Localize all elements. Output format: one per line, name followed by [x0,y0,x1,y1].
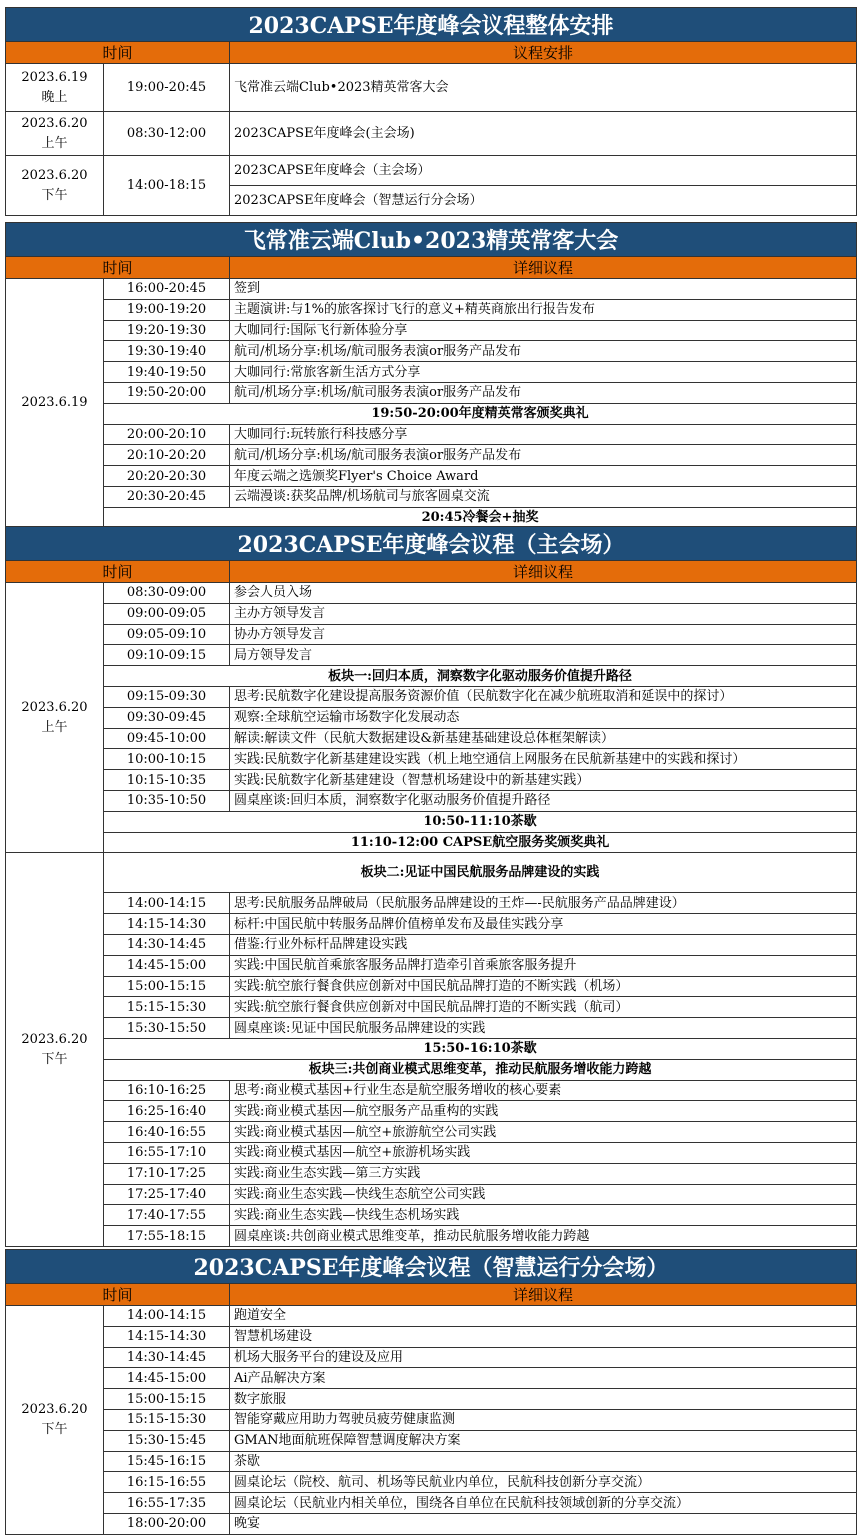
time-cell: 16:40-16:55 [104,1122,230,1143]
time-cell: 14:00-14:15 [104,1306,230,1327]
date-cell [6,279,104,529]
date-text: 2023.6.20 [21,115,88,131]
agenda-item-cell: 圆桌座谈:共创商业模式思维变革，推动民航服务增收能力跨越 [230,1226,857,1247]
agenda-item-cell: 借鉴:行业外标杆品牌建设实践 [230,934,857,955]
column-header-row [6,257,857,279]
agenda-item-cell: 局方领导发言 [230,645,857,666]
date-text: 2023.6.19 [21,395,88,411]
agenda-row [6,1368,857,1389]
agenda-item-cell: 大咖同行:常旅客新生活方式分享 [230,362,857,383]
time-cell: 20:00-20:10 [104,424,230,445]
agenda-row [6,707,857,728]
agenda-item-cell: 机场大服务平台的建设及应用 [230,1347,857,1368]
time-cell: 14:30-14:45 [104,934,230,955]
agenda-item-cell: 实践:商业生态实践—第三方实践 [230,1163,857,1184]
section3-table [5,526,857,1247]
time-cell: 15:30-15:45 [104,1430,230,1451]
overview-table [5,7,857,216]
time-cell: 19:20-19:30 [104,320,230,341]
agenda-item-cell: 实践:中国民航首乘旅客服务品牌打造牵引首乘旅客服务提升 [230,955,857,976]
time-cell: 17:55-18:15 [104,1226,230,1247]
section-title: 2023CAPSE年度峰会议程（主会场） [6,527,857,561]
time-cell: 09:05-09:10 [104,624,230,645]
agenda-row [6,445,857,466]
agenda-row [6,686,857,707]
section-title-row [6,527,857,561]
agenda-item-cell: 智能穿戴应用助力驾驶员疲劳健康监测 [230,1409,857,1430]
agenda-row [6,853,857,893]
agenda-item-cell: 思考:商业模式基因+行业生态是航空服务增收的核心要素 [230,1080,857,1101]
overview-row [6,112,857,156]
date-cell [6,583,104,853]
agenda-block-heading: 11:10-12:00 CAPSE航空服务奖颁奖典礼 [104,832,857,853]
agenda-item-cell: 圆桌座谈:见证中国民航服务品牌建设的实践 [230,1018,857,1039]
column-header-row [6,561,857,583]
agenda-row [6,1226,857,1247]
agenda-item-cell: 实践:航空旅行餐食供应创新对中国民航品牌打造的不断实践（航司） [230,997,857,1018]
time-cell: 15:15-15:30 [104,997,230,1018]
agenda-row [6,1080,857,1101]
time-cell: 16:00-20:45 [104,279,230,300]
time-cell: 19:00-20:45 [104,64,230,112]
agenda-row [6,790,857,811]
time-cell: 14:45-15:00 [104,1368,230,1389]
agenda-block-heading: 板块一:回归本质，洞察数字化驱动服务价值提升路径 [104,666,857,687]
section-title: 2023CAPSE年度峰会议程整体安排 [6,8,857,42]
agenda-item-cell: 航司/机场分享:机场/航司服务表演or服务产品发布 [230,445,857,466]
date-cell [6,112,104,156]
time-cell: 19:50-20:00 [104,382,230,403]
agenda-item-cell: 实践:民航数字化新基建建设（智慧机场建设中的新基建实践） [230,770,857,791]
agenda-row [6,832,857,853]
period-text: 下午 [41,1421,68,1437]
agenda-row [6,770,857,791]
time-cell: 16:55-17:10 [104,1142,230,1163]
agenda-row [6,1347,857,1368]
agenda-row [6,320,857,341]
agenda-row [6,955,857,976]
time-cell: 20:10-20:20 [104,445,230,466]
agenda-row [6,934,857,955]
time-cell: 09:45-10:00 [104,728,230,749]
agenda-row [6,1163,857,1184]
time-cell: 14:15-14:30 [104,914,230,935]
agenda-row [6,1142,857,1163]
agenda-item-cell: 主题演讲:与1%的旅客探讨飞行的意义+精英商旅出行报告发布 [230,299,857,320]
column-header-agenda: 详细议程 [230,257,857,279]
agenda-row [6,893,857,914]
period-text: 上午 [41,719,68,735]
time-cell: 10:00-10:15 [104,749,230,770]
section2-table [5,222,857,529]
agenda-row [6,976,857,997]
agenda-row [6,362,857,383]
time-cell: 17:25-17:40 [104,1184,230,1205]
period-text: 下午 [41,1051,68,1067]
agenda-item-cell: 解读:解读文件（民航大数据建设&新基建基础建设总体框架解读） [230,728,857,749]
time-cell: 15:00-15:15 [104,976,230,997]
date-text: 2023.6.20 [21,1031,88,1047]
agenda-item-cell: 实践:商业生态实践—快线生态航空公司实践 [230,1184,857,1205]
column-header-time: 时间 [6,561,230,583]
agenda-item-cell: 智慧机场建设 [230,1326,857,1347]
agenda-item-cell: 实践:商业模式基因—航空服务产品重构的实践 [230,1101,857,1122]
agenda-row [6,1513,857,1534]
column-header-time: 时间 [6,257,230,279]
agenda-item-cell: 主办方领导发言 [230,603,857,624]
agenda-item-cell: 实践:商业生态实践—快线生态机场实践 [230,1205,857,1226]
column-header-time: 时间 [6,42,230,64]
agenda-item-cell: 2023CAPSE年度峰会（智慧运行分会场） [230,186,857,216]
agenda-item-cell: Ai产品解决方案 [230,1368,857,1389]
agenda-row [6,645,857,666]
column-header-time: 时间 [6,1284,230,1306]
agenda-row [6,1430,857,1451]
time-cell: 17:40-17:55 [104,1205,230,1226]
date-cell [6,853,104,1247]
agenda-item-cell: 参会人员入场 [230,583,857,604]
date-text: 2023.6.19 [21,69,88,85]
agenda-row [6,583,857,604]
time-cell: 19:40-19:50 [104,362,230,383]
agenda-item-cell: 晚宴 [230,1513,857,1534]
agenda-item-cell: 航司/机场分享:机场/航司服务表演or服务产品发布 [230,382,857,403]
agenda-row [6,1451,857,1472]
time-cell: 09:30-09:45 [104,707,230,728]
column-header-row [6,42,857,64]
date-cell [6,1306,104,1535]
column-header-row [6,1284,857,1306]
time-cell: 15:30-15:50 [104,1018,230,1039]
agenda-row [6,603,857,624]
period-text: 晚上 [41,89,68,105]
time-cell: 20:20-20:30 [104,466,230,487]
agenda-row [6,914,857,935]
agenda-row [6,1038,857,1059]
period-text: 下午 [41,187,68,203]
agenda-item-cell: 航司/机场分享:机场/航司服务表演or服务产品发布 [230,341,857,362]
agenda-row [6,382,857,403]
agenda-row [6,299,857,320]
date-cell [6,156,104,216]
agenda-row [6,1472,857,1493]
section-title: 飞常准云端Club•2023精英常客大会 [6,223,857,257]
agenda-row [6,341,857,362]
section-title-row [6,223,857,257]
agenda-row [6,728,857,749]
agenda-item-cell: 观察:全球航空运输市场数字化发展动态 [230,707,857,728]
column-header-agenda: 详细议程 [230,1284,857,1306]
agenda-item-cell: 2023CAPSE年度峰会（主会场） [230,156,857,186]
agenda-row [6,666,857,687]
agenda-item-cell: 飞常准云端Club•2023精英常客大会 [230,64,857,112]
agenda-item-cell: 圆桌座谈:回归本质，洞察数字化驱动服务价值提升路径 [230,790,857,811]
time-cell: 15:15-15:30 [104,1409,230,1430]
time-cell: 14:00-18:15 [104,156,230,216]
agenda-item-cell: 实践:商业模式基因—航空+旅游机场实践 [230,1142,857,1163]
time-cell: 14:45-15:00 [104,955,230,976]
section-title-row [6,1250,857,1284]
agenda-item-cell: 2023CAPSE年度峰会(主会场) [230,112,857,156]
time-cell: 09:15-09:30 [104,686,230,707]
agenda-item-cell: 大咖同行:国际飞行新体验分享 [230,320,857,341]
agenda-row [6,1184,857,1205]
time-cell: 19:00-19:20 [104,299,230,320]
time-cell: 16:10-16:25 [104,1080,230,1101]
agenda-item-cell: 大咖同行:玩转旅行科技感分享 [230,424,857,445]
time-cell: 10:15-10:35 [104,770,230,791]
overview-row [6,64,857,112]
agenda-item-cell: 圆桌论坛（民航业内相关单位，围绕各自单位在民航科技领域创新的分享交流） [230,1493,857,1514]
agenda-row [6,466,857,487]
agenda-item-cell: GMAN地面航班保障智慧调度解决方案 [230,1430,857,1451]
agenda-item-cell: 年度云端之选颁奖Flyer's Choice Award [230,466,857,487]
column-header-agenda: 议程安排 [230,42,857,64]
agenda-row [6,1493,857,1514]
time-cell: 16:15-16:55 [104,1472,230,1493]
time-cell: 14:00-14:15 [104,893,230,914]
agenda-item-cell: 云端漫谈:获奖品牌/机场航司与旅客圆桌交流 [230,486,857,507]
time-cell: 10:35-10:50 [104,790,230,811]
time-cell: 17:10-17:25 [104,1163,230,1184]
agenda-row [6,1059,857,1080]
agenda-block-heading: 20:45冷餐会+抽奖 [104,507,857,528]
time-cell: 14:30-14:45 [104,1347,230,1368]
agenda-item-cell: 实践:民航数字化新基建建设实践（机上地空通信上网服务在民航新基建中的实践和探讨） [230,749,857,770]
section-title-row [6,8,857,42]
agenda-item-cell: 跑道安全 [230,1306,857,1327]
agenda-row [6,811,857,832]
agenda-row [6,1389,857,1410]
agenda-row [6,1101,857,1122]
agenda-row [6,997,857,1018]
agenda-item-cell: 标杆:中国民航中转服务品牌价值榜单发布及最佳实践分享 [230,914,857,935]
agenda-row [6,1409,857,1430]
section-title: 2023CAPSE年度峰会议程（智慧运行分会场） [6,1250,857,1284]
time-cell: 20:30-20:45 [104,486,230,507]
agenda-row [6,486,857,507]
agenda-row [6,507,857,528]
agenda-row [6,424,857,445]
agenda-row [6,1205,857,1226]
overview-row [6,156,857,186]
time-cell: 09:00-09:05 [104,603,230,624]
agenda-item-cell: 思考:民航服务品牌破局（民航服务品牌建设的王炸—-民航服务产品品牌建设） [230,893,857,914]
column-header-agenda: 详细议程 [230,561,857,583]
time-cell: 08:30-09:00 [104,583,230,604]
agenda-row [6,1018,857,1039]
period-text: 上午 [41,135,68,151]
agenda-block-heading: 15:50-16:10茶歇 [104,1038,857,1059]
time-cell: 16:25-16:40 [104,1101,230,1122]
agenda-row [6,1306,857,1327]
agenda-item-cell: 协办方领导发言 [230,624,857,645]
agenda-block-heading: 板块二:见证中国民航服务品牌建设的实践 [104,853,857,893]
date-text: 2023.6.20 [21,699,88,715]
agenda-item-cell: 圆桌论坛（院校、航司、机场等民航业内单位，民航科技创新分享交流） [230,1472,857,1493]
agenda-item-cell: 实践:航空旅行餐食供应创新对中国民航品牌打造的不断实践（机场） [230,976,857,997]
agenda-row [6,1326,857,1347]
time-cell: 15:45-16:15 [104,1451,230,1472]
time-cell: 08:30-12:00 [104,112,230,156]
agenda-row [6,403,857,424]
section4-table [5,1249,857,1535]
time-cell: 16:55-17:35 [104,1493,230,1514]
time-cell: 09:10-09:15 [104,645,230,666]
date-text: 2023.6.20 [21,167,88,183]
agenda-row [6,279,857,300]
agenda-item-cell: 茶歇 [230,1451,857,1472]
agenda-item-cell: 数字旅服 [230,1389,857,1410]
time-cell: 19:30-19:40 [104,341,230,362]
agenda-block-heading: 板块三:共创商业模式思维变革，推动民航服务增收能力跨越 [104,1059,857,1080]
agenda-row [6,624,857,645]
agenda-row [6,1122,857,1143]
time-cell: 18:00-20:00 [104,1513,230,1534]
date-text: 2023.6.20 [21,1401,88,1417]
agenda-block-heading: 19:50-20:00年度精英常客颁奖典礼 [104,403,857,424]
agenda-item-cell: 签到 [230,279,857,300]
agenda-block-heading: 10:50-11:10茶歇 [104,811,857,832]
agenda-item-cell: 思考:民航数字化建设提高服务资源价值（民航数字化在减少航班取消和延误中的探讨） [230,686,857,707]
agenda-row [6,749,857,770]
agenda-item-cell: 实践:商业模式基因—航空+旅游航空公司实践 [230,1122,857,1143]
date-cell [6,64,104,112]
time-cell: 15:00-15:15 [104,1389,230,1410]
time-cell: 14:15-14:30 [104,1326,230,1347]
